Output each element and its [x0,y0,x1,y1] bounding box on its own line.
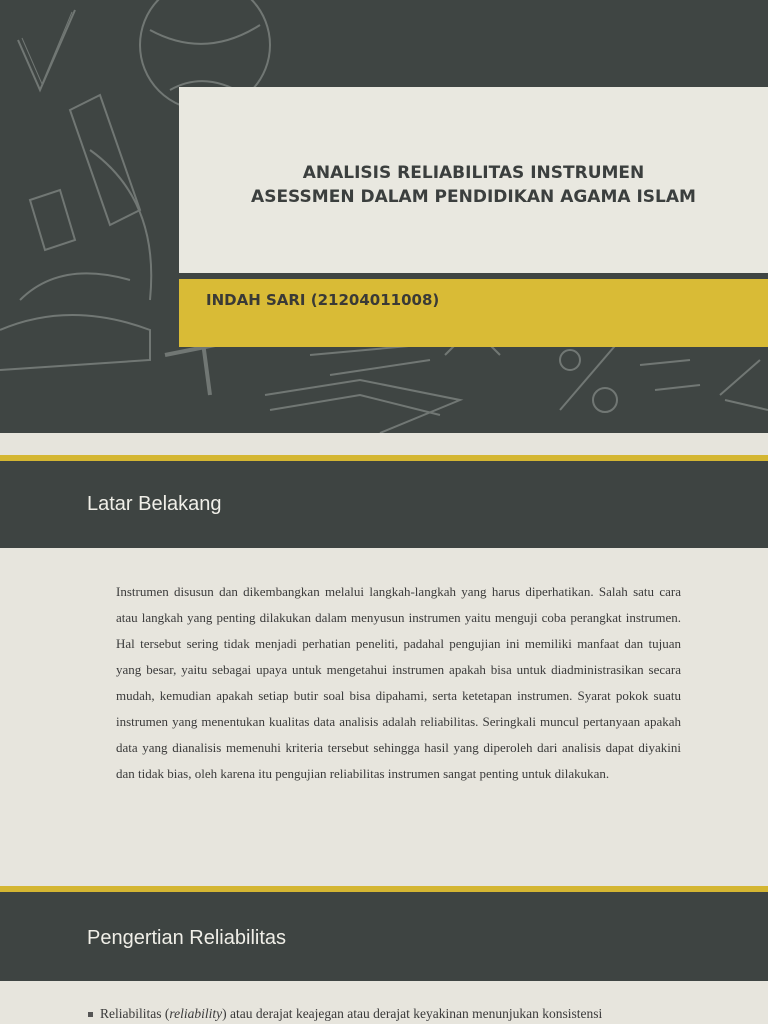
background-paragraph: Instrumen disusun dan dikembangkan melalui langkah-langkah yang harus diperhatikan. Salah satu cara atau langkah yang penting dilakukan dalam menyusun instrumen yaitu menguji coba perangkat instrumen. Hal tersebut sering tidak menjadi perhatian peneliti, padahal pengujian ini memiliki manfaat dan tujuan yang besar, yaitu sebagai upaya untuk mengetahui instrumen apakah bisa untuk diadministrasikan secara mudah, kemudian apakah setiap butir soal bisa dipahami, serta ketetapan instrumen. Syarat pokok suatu instrumen yang menentukan kualitas data analisis adalah reliabilitas. Seringkali muncul pertanyaan apakah data yang dianalisis memenuhi kriteria tersebut sehingga hasil yang diperoleh dari analisis dapat diyakini dan tidak bias, oleh karena itu pengujian reliabilitas instrumen sangat penting untuk dilakukan. [116,584,681,781]
list-item: Reliabilitas (reliability) atau derajat keajegan atau derajat keyakinan menunjukan konsistensi [88,1006,602,1022]
section-heading: Latar Belakang [87,493,222,515]
section-header-pengertian [0,892,768,981]
presentation-title [179,161,768,209]
bullet-icon [88,1012,93,1017]
section-heading: Pengertian Reliabilitas [87,927,287,949]
content-panel [0,981,768,1024]
section-header-latar-belakang [0,461,768,548]
content-panel [0,548,768,886]
slide-gap [0,433,768,455]
title-line-1: ANALISIS RELIABILITAS INSTRUMEN [302,163,645,183]
author-name: INDAH SARI (21204011008) [206,291,440,309]
title-slide [0,0,768,433]
title-box [179,87,768,273]
title-line-2: ASESSMEN DALAM PENDIDIKAN AGAMA ISLAM [251,187,696,207]
author-bar [179,279,768,347]
